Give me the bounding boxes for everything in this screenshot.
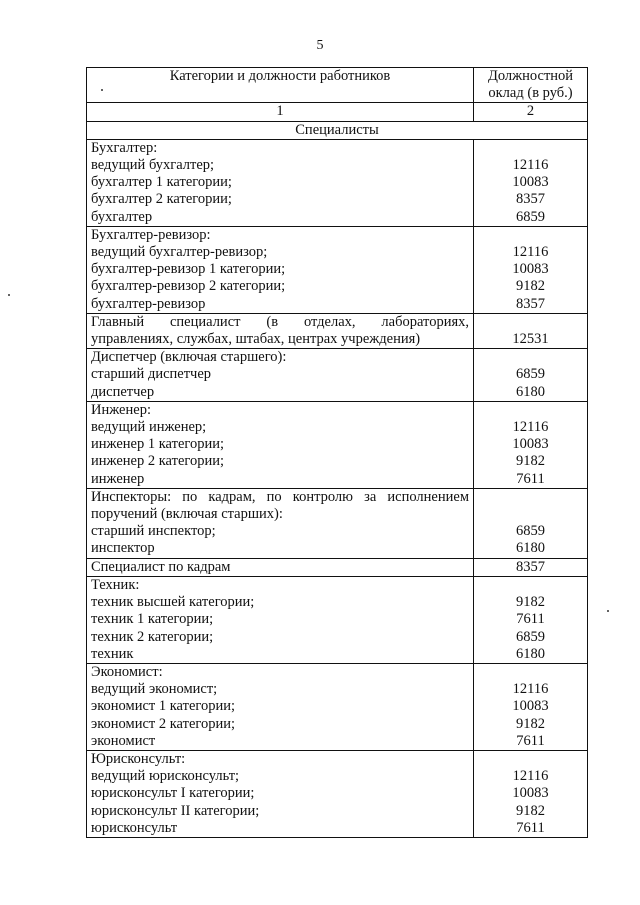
position-name: техник	[91, 645, 134, 662]
salary-value: 10083	[512, 174, 549, 191]
position-name: юрисконсульт I категории;	[91, 785, 255, 802]
group-row-chief-specialist	[87, 313, 588, 348]
salary-value: 10083	[512, 785, 549, 802]
header-salary-label-2: оклад (в руб.)	[488, 85, 573, 102]
header-category-label: Категории и должности работников	[169, 68, 391, 84]
position-name: экономист	[91, 732, 156, 749]
position-name: бухгалтер 1 категории;	[91, 174, 232, 191]
salary-value: 12116	[512, 681, 549, 698]
position-name: бухгалтер-ревизор 1 категории;	[91, 261, 286, 278]
salary-cell	[474, 139, 588, 226]
scan-speck	[8, 294, 10, 296]
salary-table	[86, 67, 588, 838]
category-cell	[87, 663, 474, 750]
salary-value: 12531	[512, 331, 549, 348]
category-cell	[87, 313, 474, 348]
position-name: инженер 1 категории;	[91, 436, 225, 453]
category-cell	[87, 488, 474, 558]
salary-cell	[474, 576, 588, 663]
position-name: техник 2 категории;	[91, 628, 214, 645]
salary-value: 6180	[516, 540, 545, 557]
position-name: юрисконсульт	[91, 819, 178, 836]
salary-value: 10083	[512, 436, 549, 453]
group-title-line-1: Инспекторы: по кадрам, по контролю за исполнением	[91, 488, 469, 505]
header-salary-label-1: Должностной	[487, 68, 574, 84]
salary-cell	[474, 663, 588, 750]
salary-value: 12116	[512, 419, 549, 436]
salary-cell	[474, 313, 588, 348]
group-title: Техник:	[91, 576, 140, 593]
position-name: ведущий инженер;	[91, 419, 207, 436]
salary-value: 9182	[516, 278, 545, 295]
scan-speck	[607, 610, 609, 612]
group-row-inspectors	[87, 488, 588, 558]
position-name: бухгалтер-ревизор	[91, 295, 206, 312]
salary-value: 6859	[516, 208, 545, 225]
group-title: Экономист:	[91, 663, 163, 680]
salary-cell	[474, 750, 588, 837]
salary-value: 8357	[516, 558, 545, 575]
position-name: диспетчер	[91, 383, 155, 400]
salary-value: 7611	[516, 732, 545, 749]
position-name: инспектор	[91, 540, 155, 557]
group-title: Юрисконсульт:	[91, 750, 186, 767]
category-cell	[87, 576, 474, 663]
salary-cell	[474, 401, 588, 488]
position-name: старший инспектор;	[91, 523, 216, 540]
page-number: 5	[316, 38, 324, 53]
salary-value: 6859	[516, 366, 545, 383]
column-number-1: 1	[87, 103, 474, 121]
salary-value: 12116	[512, 157, 549, 174]
position-name: бухгалтер	[91, 208, 153, 225]
category-cell	[87, 401, 474, 488]
group-title: Специалист по кадрам	[91, 558, 231, 575]
group-row-accountant	[87, 139, 588, 226]
salary-value: 7611	[516, 819, 545, 836]
group-title: Бухгалтер:	[91, 139, 158, 156]
position-name: инженер 2 категории;	[91, 453, 225, 470]
column-number-2: 2	[474, 103, 588, 121]
salary-cell	[474, 349, 588, 402]
group-row-hr-specialist	[87, 558, 588, 576]
table-header-row	[87, 68, 588, 103]
column-number-row	[87, 103, 588, 121]
section-title: Специалисты	[87, 121, 588, 139]
group-row-technician	[87, 576, 588, 663]
position-name: техник высшей категории;	[91, 594, 255, 611]
position-name: ведущий бухгалтер-ревизор;	[91, 244, 268, 261]
section-row	[87, 121, 588, 139]
salary-value: 9182	[516, 802, 545, 819]
group-title: Инженер:	[91, 401, 151, 418]
position-name: юрисконсульт II категории;	[91, 802, 260, 819]
position-name: ведущий юрисконсульт;	[91, 768, 240, 785]
category-cell	[87, 750, 474, 837]
position-name: бухгалтер-ревизор 2 категории;	[91, 278, 286, 295]
position-name: бухгалтер 2 категории;	[91, 191, 232, 208]
group-row-economist	[87, 663, 588, 750]
position-name: инженер	[91, 470, 145, 487]
salary-value: 9182	[516, 715, 545, 732]
group-row-legal-adviser	[87, 750, 588, 837]
category-cell	[87, 558, 474, 576]
position-name: техник 1 категории;	[91, 611, 214, 628]
salary-value: 10083	[512, 261, 549, 278]
salary-value: 6859	[516, 628, 545, 645]
header-category-cell	[87, 68, 474, 103]
salary-value: 6180	[516, 383, 545, 400]
salary-value: 9182	[516, 453, 545, 470]
group-row-auditor	[87, 226, 588, 313]
position-name: ведущий бухгалтер;	[91, 157, 215, 174]
salary-value: 12116	[512, 244, 549, 261]
group-title: Диспетчер (включая старшего):	[91, 349, 287, 366]
group-title-line-2: управлениях, службах, штабах, центрах учреждения)	[91, 331, 421, 348]
position-name: экономист 2 категории;	[91, 715, 236, 732]
group-row-engineer	[87, 401, 588, 488]
category-cell	[87, 226, 474, 313]
salary-value: 8357	[516, 191, 545, 208]
salary-value: 8357	[516, 295, 545, 312]
group-title: Бухгалтер-ревизор:	[91, 226, 211, 243]
position-name: экономист 1 категории;	[91, 698, 236, 715]
salary-cell	[474, 558, 588, 576]
salary-value: 7611	[516, 611, 545, 628]
group-row-dispatcher	[87, 349, 588, 402]
salary-value: 10083	[512, 698, 549, 715]
position-name: ведущий экономист;	[91, 681, 218, 698]
position-name: старший диспетчер	[91, 366, 212, 383]
group-title-line-2: поручений (включая старших):	[91, 506, 283, 523]
category-cell	[87, 139, 474, 226]
salary-cell	[474, 226, 588, 313]
salary-cell	[474, 488, 588, 558]
salary-value: 6180	[516, 645, 545, 662]
salary-value: 7611	[516, 470, 545, 487]
salary-value: 9182	[516, 594, 545, 611]
category-cell	[87, 349, 474, 402]
scan-speck	[101, 89, 103, 91]
salary-value: 6859	[516, 523, 545, 540]
header-salary-cell	[474, 68, 588, 103]
salary-value: 12116	[512, 768, 549, 785]
group-title-line-1: Главный специалист (в отделах, лабораториях,	[91, 313, 469, 330]
